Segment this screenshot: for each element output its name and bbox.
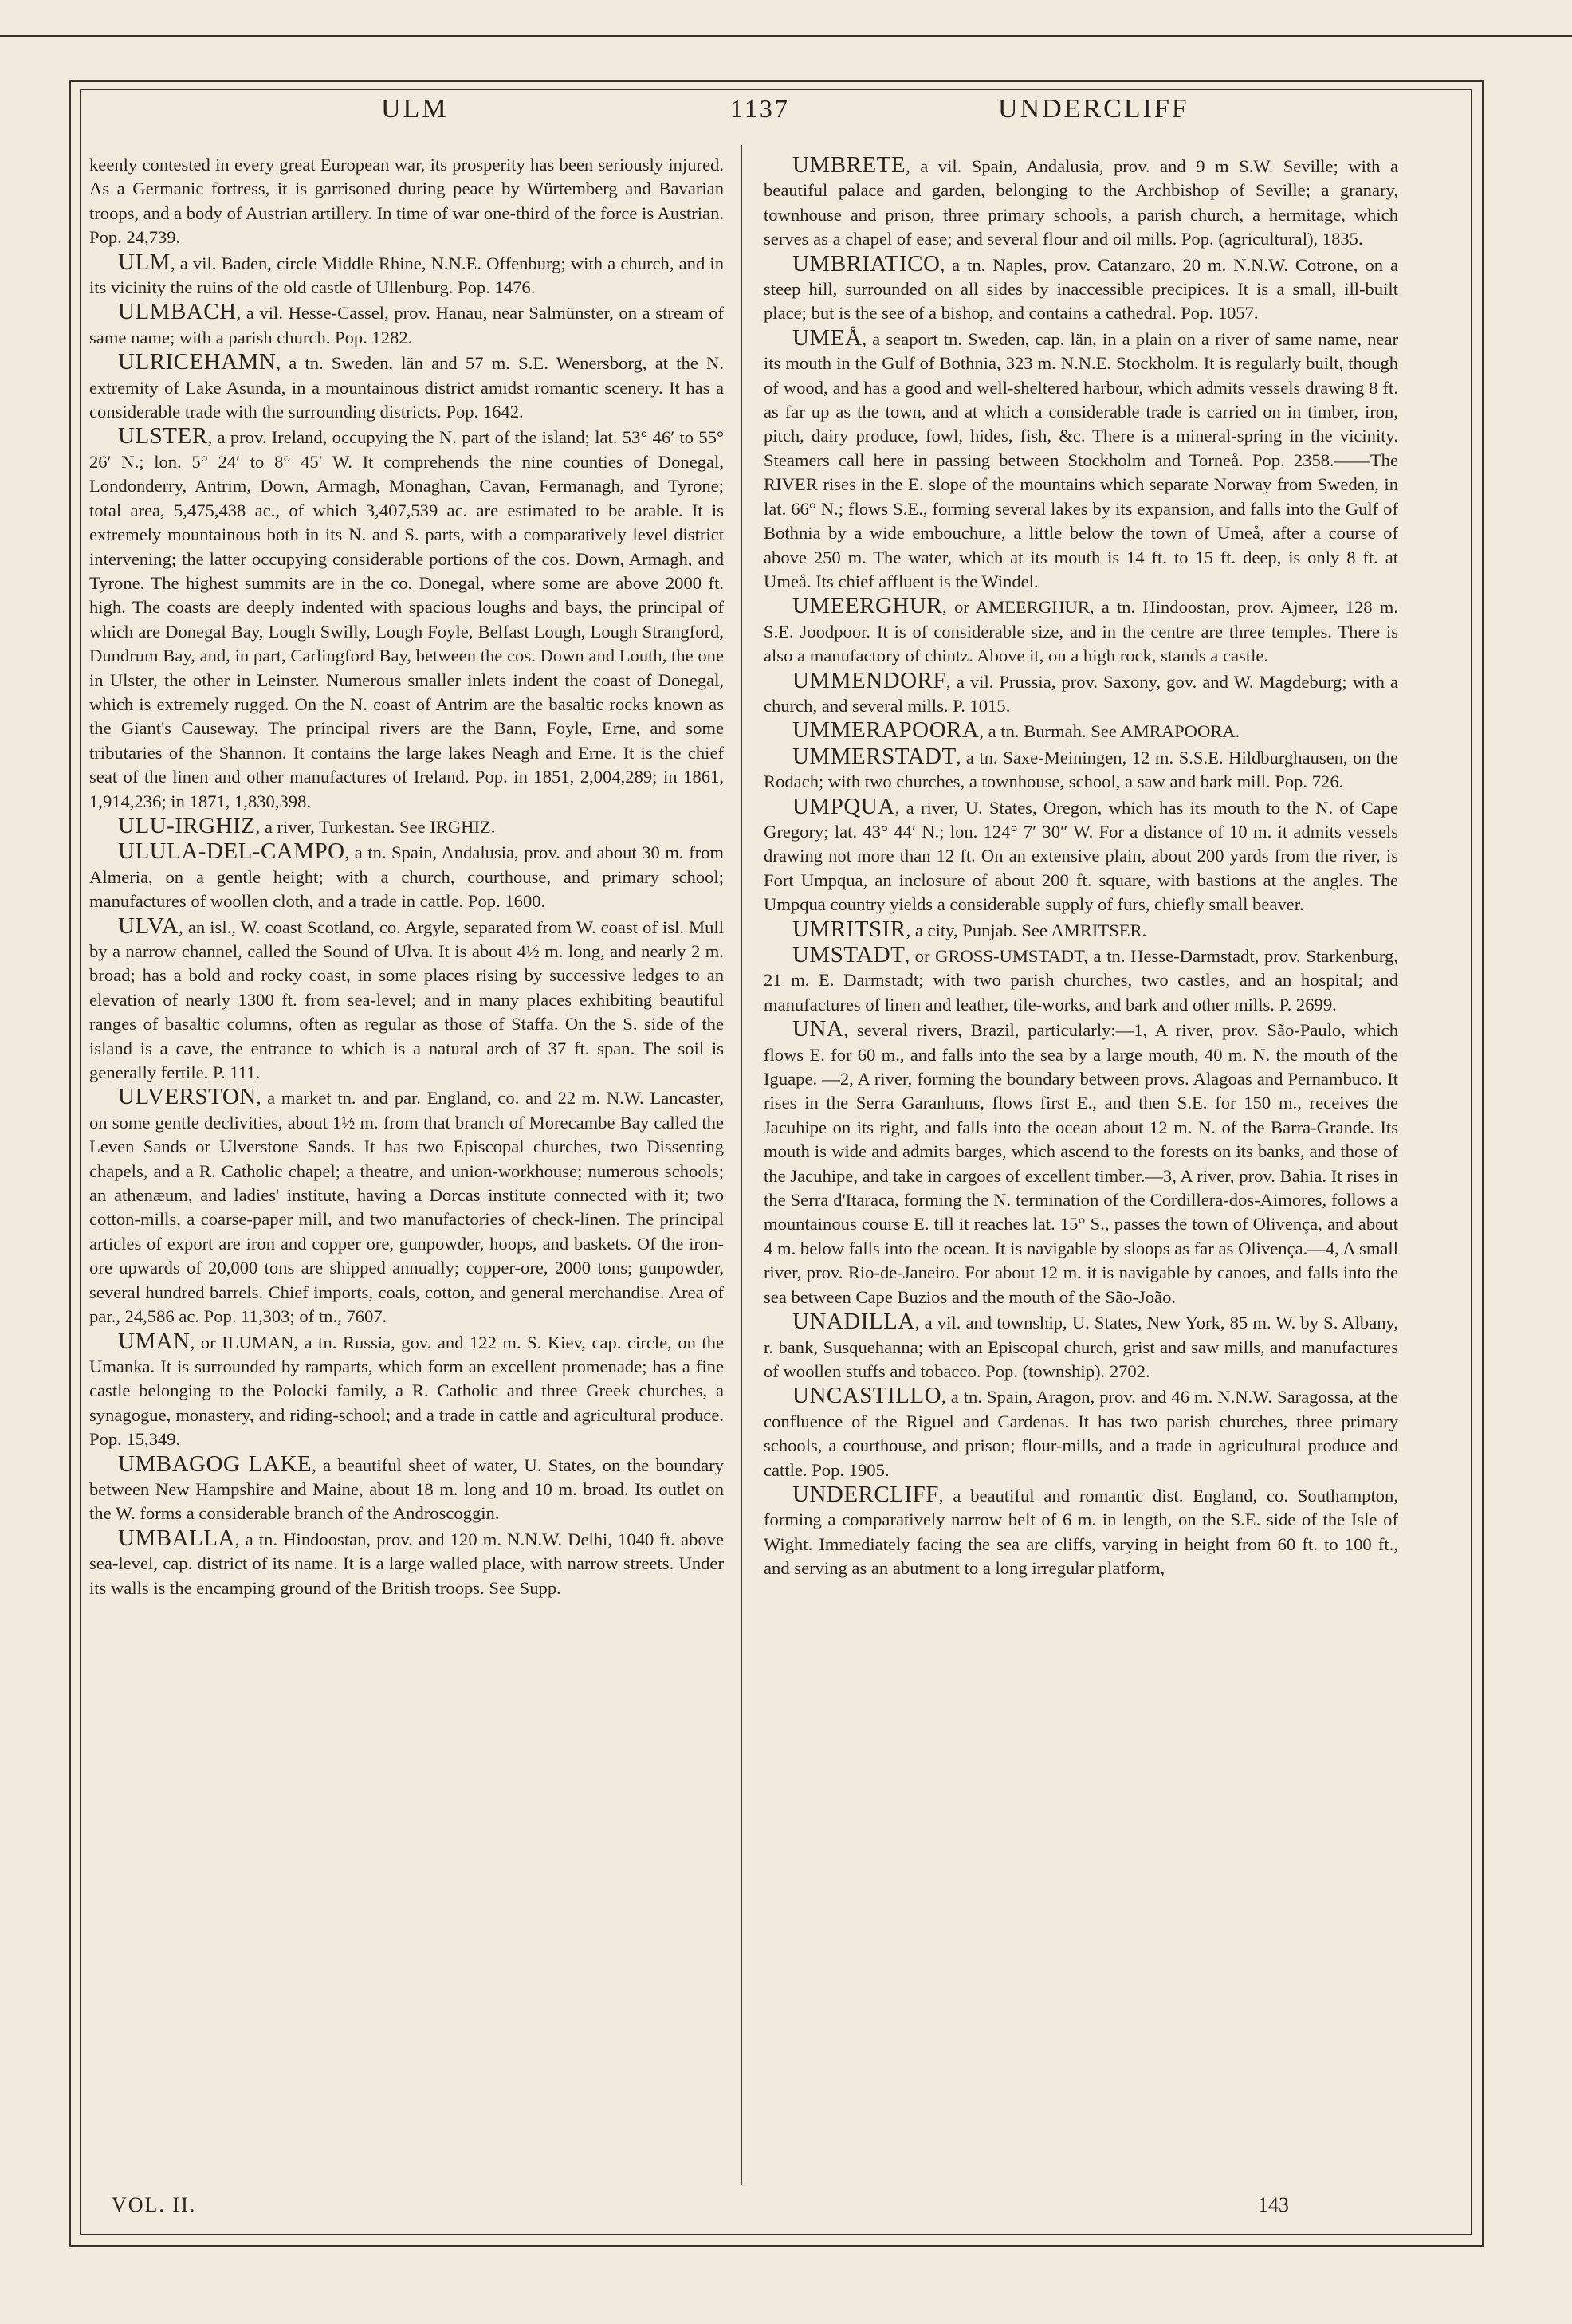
gazetteer-entry [764,326,1398,594]
entry-headword: UNA [792,1016,844,1042]
entry-text: , a vil. Spain, Andalusia, prov. and 9 m S.W. Seville; with a beautiful palace and garden, belonging to the Archbishop of Seville; a granary, townhouse and prison, three primary schools, a parish church, a hermitage, which serves as a chapel of ease; and several flour and oil mills. Pop. (agricultural), 1835. [764,156,1398,249]
entry-headword: UNCASTILLO [792,1383,942,1409]
entry-headword: UMBAGOG LAKE [118,1451,312,1477]
right-column [764,153,1398,2177]
entry-text: , a vil. Prussia, prov. Saxony, gov. and W. Magdeburg; with a church, and several mills. P. 1015. [764,671,1398,716]
top-rule [0,35,1572,37]
entry-headword: ULMBACH [118,299,237,325]
entry-headword: UMAN [118,1328,191,1354]
page-number: 1137 [730,94,790,123]
entry-text: , or GROSS-UMSTADT, a tn. Hesse-Darmstadt, prov. Starkenburg, 21 m. E. Darmstadt; with two parish churches, two castles, and an hospital; and manufactures of linen and leather, tile-works, and bark and other mills. P. 2699. [764,946,1398,1015]
entry-text: , a tn. Sweden, län and 57 m. S.E. Wenersborg, at the N. extremity of Lake Asunda, in a mountainous district amidst romantic scenery. It has a considerable trade with the surrounding districts. Pop. 1642. [89,353,724,422]
entry-text: , a prov. Ireland, occupying the N. part of the island; lat. 53° 46′ to 55° 26′ N.; lon. 5° 24′ to 8° 45′ W. It comprehends the nine counties of Donegal, Londonderry, Antrim, Down, Armagh, Monaghan, Cavan, Fermanagh, and Tyrone; total area, 5,475,438 ac., of which 3,407,539 ac. are estimated to be arable. It is extremely mountainous both in its N. and S. parts, with a comparatively level district intervening; the latter occupying considerable portions of the cos. Down, Armagh, and Tyrone. The highest summits are in the co. Donegal, where some are above 2000 ft. high. The coasts are deeply indented with spacious loughs and bays, the principal of which are Donegal Bay, Lough Swilly, Lough Foyle, Belfast Lough, Lough Strangford, Dundrum Bay, and, in part, Carlingford Bay, between the cos. Down and Louth, the one in Ulster, the other in Leinster. Numerous smaller inlets indent the coast of Donegal, which is extremely rugged. On the N. coast of Antrim are the basaltic rocks known as the Giant's Causeway. The principal rivers are the Bann, Foyle, Erne, and some tributaries of the Shannon. It contains the large lakes Neagh and Erne. It is the chief seat of the linen and other manufactures of Ireland. Pop. in 1851, 2,004,289; in 1861, 1,914,236; in 1871, 1,830,398. [89,427,724,811]
gazetteer-entry [764,1482,1398,1581]
column-divider [741,145,742,2185]
header-right-word: UNDERCLIFF [998,94,1189,124]
gazetteer-entry [764,1309,1398,1384]
entry-headword: ULVERSTON [118,1084,257,1110]
entry-headword: UMMERSTADT [792,743,957,769]
entry-headword: UMMENDORF [792,667,947,693]
volume-label: VOL. II. [112,2193,197,2216]
gazetteer-entry [764,1384,1398,1482]
gazetteer-entry [89,1085,724,1329]
gazetteer-entry [764,744,1398,795]
entry-text: , a seaport tn. Sweden, cap. län, in a plain on a river of same name, near its mouth in the Gulf of Bothnia, 323 m. N.N.E. Stockholm. It is regularly built, though of wood, and has a good and well-sheltered harbour, which admits vessels drawing 8 ft. as far up as the town, and at which a considerable trade is carried on in timber, iron, pitch, dairy produce, fowl, hides, fish, &c. There is a mineral-spring in the vicinity. Steamers call here in passing between Stockholm and Torneå. Pop. 2358.——The RIVER rises in the E. slope of the mountains which separate Norway from Sweden, in lat. 66° N.; flows S.E., forming several lakes by its expansion, and falls into the Gulf of Bothnia by a wide embouchure, a little below the town of Umeå, after a course of above 250 m. The water, which at its mouth is 14 ft. to 15 ft. deep, is only 8 ft. at Umeå. Its chief affluent is the Windel. [764,328,1398,591]
entry-headword: ULVA [118,913,179,939]
gazetteer-entry [764,943,1398,1017]
entry-headword: UMSTADT [792,942,906,968]
gazetteer-entry [89,814,724,839]
entry-headword: UMBRETE [792,153,906,178]
entry-text: , a tn. Spain, Aragon, prov. and 46 m. N.N.W. Saragossa, at the confluence of the Riguel and Cardenas. It has two parish churches, three primary schools, a courthouse, and prison; flour-mills, and a trade in agricultural produce and cattle. Pop. 1905. [764,1387,1398,1480]
gazetteer-entry [89,1452,724,1526]
gazetteer-entry [764,718,1398,744]
entry-headword: UNADILLA [792,1309,915,1335]
entry-text: , a river, Turkestan. See IRGHIZ. [255,816,496,837]
entry-text: , a tn. Spain, Andalusia, prov. and about 30 m. from Almeria, on a gentle height; with a church, courthouse, and primary school; manufactures of woollen cloth, and a trade in cattle. Pop. 1600. [89,842,724,912]
entry-text: , a tn. Naples, prov. Catanzaro, 20 m. N.N.W. Cotrone, on a steep hill, surrounded on all sides by inaccessible precipices. It is a small, ill-built place; but is the see of a bishop, and contains a cathedral. Pop. 1057. [764,254,1398,324]
left-column [89,153,724,2177]
gazetteer-entry [89,839,724,913]
signature-mark: 143 [1258,2193,1289,2216]
entry-headword: UNDERCLIFF [792,1481,939,1507]
entry-text: , a beautiful and romantic dist. England, co. Southampton, forming a comparatively narrow belt of 6 m. in length, on the S.E. side of the Isle of Wight. Immediately facing the sea are cliffs, varying in height from 60 ft. to 100 ft., and serving as an abutment to a long irregular platform, [764,1485,1398,1579]
gazetteer-entry [89,250,724,300]
entry-headword: ULU-IRGHIZ [118,812,256,838]
gazetteer-entry [764,669,1398,719]
entry-text: , a tn. Hindoostan, prov. and 120 m. N.N.W. Delhi, 1040 ft. above sea-level, cap. district of its name. It is a large walled place, with narrow streets. Under its walls is the encamping ground of the British troops. See Supp. [89,1529,724,1598]
entry-headword: UMPQUA [792,793,895,819]
entry-headword: ULULA-DEL-CAMPO [118,838,345,865]
gazetteer-entry [89,424,724,814]
entry-headword: UMRITSIR [792,916,906,942]
entry-text: , a river, U. States, Oregon, which has its mouth to the N. of Cape Gregory; lat. 43° 44′ N.; lon. 124° 7′ 30″ W. For a distance of 10 m. it admits vessels drawing not more than 12 ft. On an extensive plain, about 200 yards from the river, is Fort Umpqua, an inclosure of about 200 ft. square, with bastions at the angles. The Umpqua country yields a considerable supply of furs, chiefly small beaver. [764,797,1398,915]
running-header [102,94,1409,134]
entry-text: , a tn. Saxe-Meiningen, 12 m. S.S.E. Hildburghausen, on the Rodach; with two churches, a townhouse, school, a saw and bark mill. Pop. 726. [764,747,1398,792]
gazetteer-entry [89,1526,724,1600]
entry-headword: UMBALLA [118,1525,235,1551]
entry-headword: UMMERAPOORA [792,717,980,744]
gazetteer-entry [764,917,1398,943]
entry-text: , a vil. Baden, circle Middle Rhine, N.N.E. Offenburg; with a church, and in its vicinity the ruins of the old castle of Ullenburg. Pop. 1476. [89,253,724,298]
gazetteer-entry [89,300,724,350]
header-left-word: ULM [381,94,449,124]
entry-text: , several rivers, Brazil, particularly:—1, A river, prov. São-Paulo, which flows E. for 60 m., and falls into the sea by a large mouth, 40 m. N. the mouth of the Iguape. —2, A river, forming the boundary between provs. Alagoas and Pernambuco. It rises in the Serra Garanhuns, flows first E., and then S.E. for 150 m., receives the Jacuhipe on its right, and falls into the ocean about 12 m. N. of the Barra-Grande. Its mouth is wide and admits barges, which ascend to the forests on its banks, and those of the Jacuhipe, and take in cargoes of excellent timber.—3, A river, prov. Bahia. It rises in the Serra d'Itaraca, forming the N. termination of the Cordillera-dos-Aimores, follows a mountainous course E. till it reaches lat. 15° S., passes the town of Olivença, and about 4 m. below falls into the ocean. It is navigable by sloops as far as Olivença.—4, A small river, prov. Rio-de-Janeiro. For about 12 m. it is navigable by canoes, and falls into the sea between Cape Buzios and the mouth of the São-João. [764,1020,1398,1307]
entry-text: , an isl., W. coast Scotland, co. Argyle, separated from W. coast of isl. Mull by a narrow channel, called the Sound of Ulva. It is about 4½ m. long, and nearly 2 m. broad; has a bold and rocky coast, in some places rising by successive ledges to an elevation of nearly 1300 ft. from sea-level; and in many places exhibiting beautiful ranges of basaltic columns, often as regular as those of Staffa. On the S. side of the island is a cave, the entrance to which is a natural arch of 37 ft. span. The soil is generally fertile. P. 111. [89,917,724,1083]
entry-text: , a market tn. and par. England, co. and 22 m. N.W. Lancaster, on some gentle declivities, about 1½ m. from that branch of Morecambe Bay called the Leven Sands or Ulverstone Sands. It has two Episcopal churches, two Dissenting chapels, and a R. Catholic chapel; a theatre, and union-workhouse; numerous schools; an athenæum, and ladies' institute, having a Dorcas institute connected with it; two cotton-mills, a coarse-paper mill, and two manufactories of check-linen. The principal articles of export are iron and copper ore, gunpowder, hoops, and baskets. Of the iron-ore upwards of 20,000 tons are shipped annually; copper-ore, 2000 tons; gunpowder, several hundred barrels. Chief imports, coals, cotton, and general merchandise. Area of par., 24,586 ac. Pop. 11,303; of tn., 7607. [89,1088,724,1327]
entry-text: , a beautiful sheet of water, U. States, on the boundary between New Hampshire and Maine, about 18 m. long and 10 m. broad. Its outlet on the W. forms a considerable branch of the Androscoggin. [89,1454,724,1524]
entry-text: , a vil. and township, U. States, New York, 85 m. W. by S. Albany, r. bank, Susquehanna; with an Episcopal church, grist and saw mills, and manufactures of woollen stuffs and tobacco. Pop. (township). 2702. [764,1313,1398,1381]
entry-text: , or AMEERGHUR, a tn. Hindoostan, prov. Ajmeer, 128 m. S.E. Joodpoor. It is of considerable size, and in the centre are three temples. There is also a manufactory of chintz. Above it, on a high rock, stands a castle. [764,597,1398,666]
entry-headword: ULSTER [118,423,208,449]
gazetteer-entry [764,1017,1398,1309]
gazetteer-entry [764,594,1398,668]
gazetteer-entry [89,914,724,1085]
gazetteer-entry [89,350,724,424]
gazetteer-entry [764,795,1398,917]
entry-text: , a tn. Burmah. See AMRAPOORA. [979,721,1240,742]
gazetteer-entry [764,252,1398,326]
gazetteer-entry [89,153,724,250]
entry-headword: ULM [118,249,171,275]
gazetteer-entry [89,1329,724,1452]
entry-headword: ULRICEHAMN [118,349,277,375]
entry-headword: UMEERGHUR [792,593,943,619]
entry-text: , a vil. Hesse-Cassel, prov. Hanau, near Salmünster, on a stream of same name; with a parish church. Pop. 1282. [89,303,724,347]
entry-text: keenly contested in every great European war, its prosperity has been seriously injured. As a Germanic fortress, it is garrisoned during peace by Würtemberg and Bavarian troops, and a body of Austrian artillery. In time of war one-third of the force is Austrian. Pop. 24,739. [89,155,724,248]
gazetteer-entry [764,153,1398,252]
entry-text: , or ILUMAN, a tn. Russia, gov. and 122 m. S. Kiev, cap. circle, on the Umanka. It is surrounded by ramparts, which form an excellent promenade; has a fine castle belonging to the Polocki family, a R. Catholic and three Greek churches, a synagogue, monastery, and riding-school; and a trade in cattle and agricultural produce. Pop. 15,349. [89,1332,724,1450]
entry-headword: UMEÅ [792,324,863,351]
entry-headword: UMBRIATICO [792,250,941,277]
entry-text: , a city, Punjab. See AMRITSER. [906,920,1147,940]
